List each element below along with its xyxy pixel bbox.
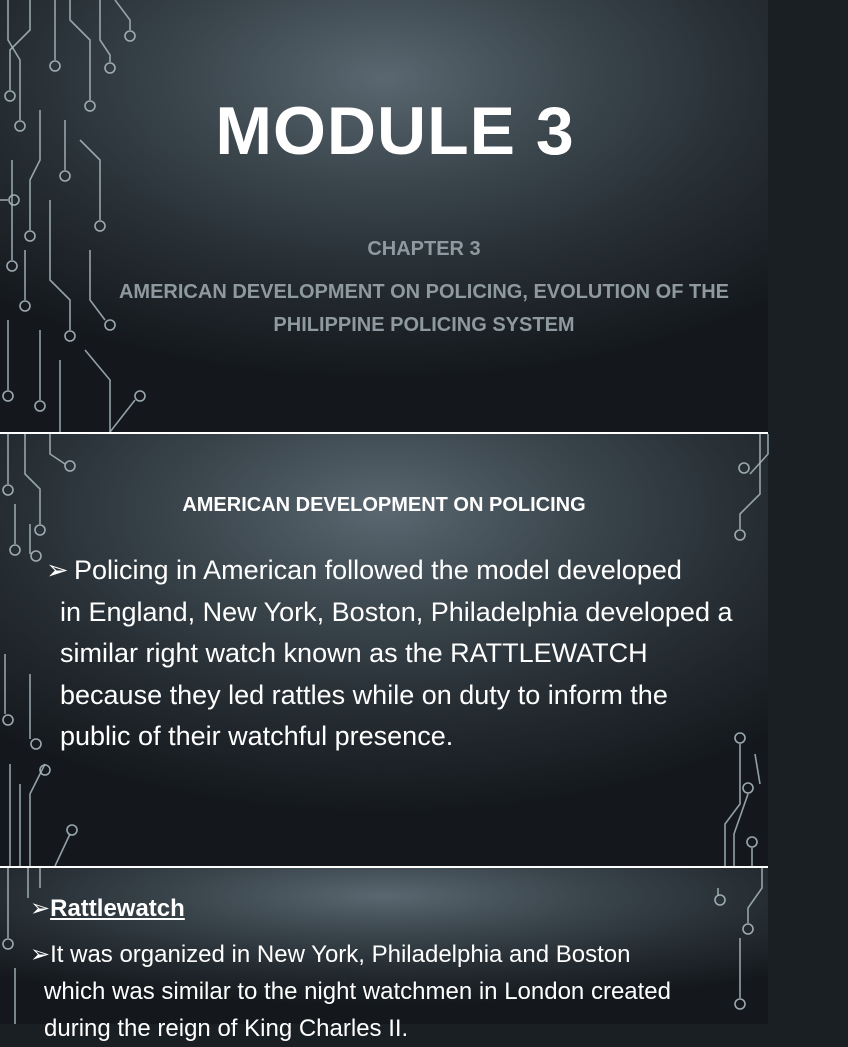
slide-rattlewatch xyxy=(0,868,768,1042)
bullet-paragraph xyxy=(30,936,740,1047)
arrow-bullet-icon: ➢ xyxy=(30,941,51,968)
chapter-label: CHAPTER 3 xyxy=(367,238,481,260)
slide-heading: AMERICAN DEVELOPMENT ON POLICING xyxy=(182,494,586,516)
slide-title-text: MODULE 3 xyxy=(215,93,575,169)
arrow-bullet-icon: ➢ xyxy=(30,895,51,922)
bullet-first-line: It was organized in New York, Philadelphia and Boston xyxy=(50,941,631,968)
bullet-paragraph xyxy=(46,550,736,758)
arrow-bullet-icon: ➢ xyxy=(46,555,69,585)
slide-title xyxy=(0,0,768,432)
rattlewatch-label: Rattlewatch xyxy=(50,895,185,922)
bullet-continuation: which was similar to the night watchmen in London created during the reign of King Charles II. xyxy=(44,978,671,1042)
slide-subtitle: AMERICAN DEVELOPMENT ON POLICING, EVOLUTION OF THE PHILIPPINE POLICING SYSTEM xyxy=(118,281,730,336)
circuit-decoration-left xyxy=(0,0,160,432)
bullet-continuation: in England, New York, Boston, Philadelphia developed a similar right watch known as the RATTLEWATCH because they led rattles while on duty to inform the public of their watchful presence. xyxy=(60,596,733,751)
bullet-first-line: Policing in American followed the model developed xyxy=(74,555,682,585)
rattlewatch-heading xyxy=(30,894,185,923)
slide-american-development xyxy=(0,434,768,866)
